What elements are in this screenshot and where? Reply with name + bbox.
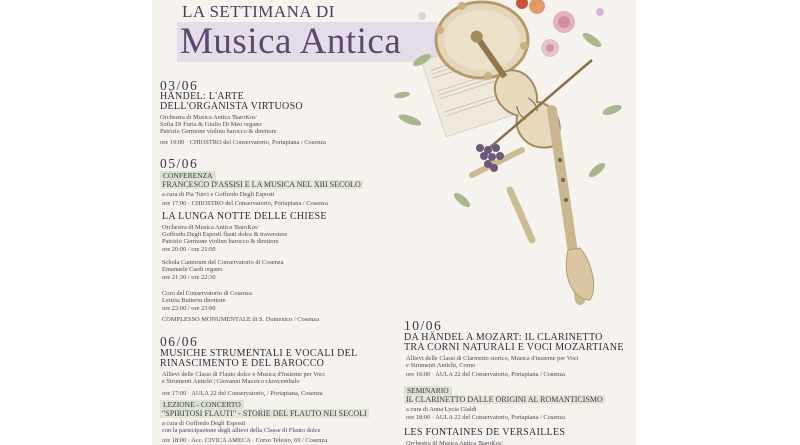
event-time: ore 21:30 / ore 22:30 xyxy=(162,274,216,281)
performer-line: e Strumenti Antichi | Giovanni Mazzico clavicembalo xyxy=(162,378,300,385)
date-06-06: 06/06 xyxy=(160,334,199,349)
performer-line: Allievi delle Classi di Clarinetto storico, Musica d'insieme per Voci xyxy=(406,355,579,362)
event-curator: a cura di Anna Lycia Gialdi xyxy=(406,406,477,413)
performer-line: Emanuele Cardi organo xyxy=(162,266,223,273)
event-title: "SPIRITOSI FLAUTI" - STORIE DEL FLAUTO NEI SECOLI xyxy=(162,409,367,418)
performer-line: Orchestra di Musica Antica 'BaroKos' xyxy=(162,224,259,231)
performer-line: Letizia Butterin direttore xyxy=(162,297,226,304)
event-title: DELL'ORGANISTA VIRTUOSO xyxy=(160,101,303,112)
event-info: ore 19:00 · CHIOSTRO del Conservatorio, Portapiana / Cosenza xyxy=(160,139,326,146)
event-tag: LEZIONE - CONCERTO xyxy=(160,400,244,409)
performer-line: Sofia Di Furia & Giulio Di Meo organo xyxy=(160,121,262,128)
event-time: ore 22:00 / ore 23:00 xyxy=(162,305,216,312)
performer-line: Allievi delle Classi di Flauto dolce e Musica d'Insieme per Voci xyxy=(162,371,325,378)
event-tag: SEMINARIO xyxy=(404,386,452,395)
event-title: FRANCESCO D'ASSISI E LA MUSICA NEL XIII SECOLO xyxy=(162,180,361,189)
performer-line: Schola Cantorum del Conservatorio di Cosenza xyxy=(162,259,284,266)
baroque-instruments-illustration xyxy=(392,0,636,310)
event-title: LA LUNGA NOTTE DELLE CHIESE xyxy=(162,211,327,222)
date-10-06: 10/06 xyxy=(404,318,443,333)
performer-line: Orchestra di Musica Antica 'BaroKos' xyxy=(406,440,503,445)
event-title: MUSICHE STRUMENTALI E VOCALI DEL xyxy=(160,348,358,359)
event-title: RINASCIMENTO E DEL BAROCCO xyxy=(160,358,325,369)
event-title: HÄNDEL: L'ARTE xyxy=(160,91,244,102)
event-info: ore 18:00 · Acc. CIVICA AMECA · Corso Telesio, 69 / Cosenza xyxy=(162,437,328,444)
event-curator: con la partecipazione degli allievi della Classe di Flauto dolce xyxy=(162,427,321,434)
event-info: COMPLESSO MONUMENTALE di S. Domenico / Cosenza xyxy=(162,316,319,323)
event-time: ore 20:00 / ore 21:00 xyxy=(162,246,216,253)
event-curator: a cura di Goffredo Degli Esposti xyxy=(162,420,246,427)
recorder-icon xyxy=(552,110,594,300)
event-info: ore 17:00 · CHIOSTRO del Conservatorio, Portapiana / Cosenza xyxy=(162,200,328,207)
event-info: ore 17:00 · AULA 22 del Conservatorio, / Portapiana, Cosenza xyxy=(162,390,323,397)
performer-line: Patrizio Germone violino barocco & direttore xyxy=(162,238,279,245)
festival-poster xyxy=(152,0,636,445)
performer-line: Goffredo Degli Esposti flauti dolce & traversiere xyxy=(162,231,288,238)
poster-title: Musica Antica xyxy=(180,21,402,62)
performer-line: Patrizio Germone violino barocco & direttore xyxy=(160,128,277,135)
performer-line: Coro del Conservatorio di Cosenza xyxy=(162,290,252,297)
performer-line: e Strumenti Antichi, Corno xyxy=(406,362,476,369)
event-title: TRA CORNI NATURALI E VOCI MOZARTIANE xyxy=(404,342,624,353)
event-info: ore 16:00 · AULA 22 del Conservatorio, Portapiana / Cosenza xyxy=(406,371,566,378)
event-title: DA HÄNDEL A MOZART: IL CLARINETTO xyxy=(404,332,603,343)
event-info: ore 18:00 · AULA 22 del Conservatorio, Portapiana / Cosenza xyxy=(406,414,566,421)
event-curator: a cura di Pia Turci e Goffredo Degli Esposti xyxy=(162,191,275,198)
date-05-06: 05/06 xyxy=(160,156,199,171)
event-tag: CONFERENZA xyxy=(160,171,216,180)
performer-line: Orchestra di Musica Antica 'BaroKos' xyxy=(160,114,257,121)
event-title: IL CLARINETTO DALLE ORIGINI AL ROMANTICISMO xyxy=(406,395,603,404)
poster-kicker: LA SETTIMANA DI xyxy=(182,2,335,21)
event-title: LES FONTAINES DE VERSAILLES xyxy=(404,427,566,438)
date-03-06: 03/06 xyxy=(160,78,199,93)
flute-icon xyxy=(472,150,532,240)
